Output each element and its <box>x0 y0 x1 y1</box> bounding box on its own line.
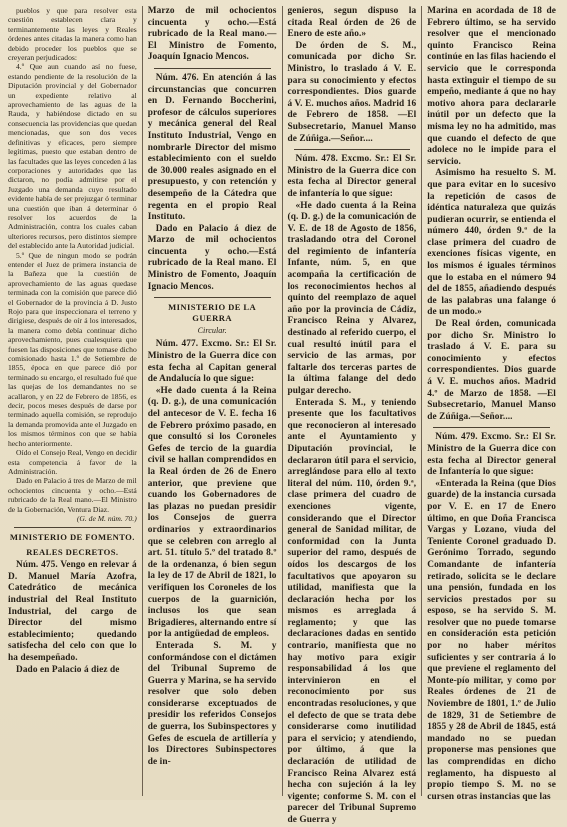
section-divider <box>154 297 271 298</box>
section-heading: MINISTERIO DE FOMENTO. <box>9 532 135 543</box>
section-divider <box>433 427 550 428</box>
paragraph: Enterada S. M., y teniendo presente que los facultativos que reconocieron al interesado ante el Ayuntamiento y Diputación provincial, le declararon útil para el servicio, arreglándose para ello al texto literal del núm. 110, órden 9.ª, clase primera del cuadro de exenciones vigente, considerando que el Director general de Sanidad militar, de conformidad con la Junta superior del ramo, después de oídos los descargos de los facultativos que apoyaron su utilidad, manifiesta que la declaración hecha por los mismos es arreglada á reglamento; y que las declaraciones dadas en sentido contrario, manifiesta que no hay motivo para exigir responsabilidad á los que intervinieron en el reconocimiento por sus encontradas resoluciones, y que el defecto de que se trata debe considerarse como inutilidad para el servicio; y atendiendo, por último, á que la declaración de utilidad de Francisco Reina Alvarez está hecha con sujeción á la ley vigente; conforme S. M. con el parecer del Tribunal Supremo de Guerra y <box>287 397 417 825</box>
section-heading: REALES DECRETOS. <box>26 546 119 557</box>
paragraph: Marzo de mil ochocientos cincuenta y ocho.—Está rubricado de la Real mano.—El Ministro de Fomento, Joaquín Ignacio Mencos. <box>147 6 277 63</box>
section-heading: MINISTERIO DE LA GUERRA <box>168 302 257 323</box>
text-column-3 <box>282 6 422 825</box>
text-column-4 <box>421 6 561 802</box>
paragraph: Núm. 475. Vengo en relevar á D. Manuel María Azofra, Catedrático de mecánica industrial del Real Instituto Industrial, del cargo de Director del mismo establecimiento; quedando satisfecha del celo con que lo ha desempeñado. <box>8 560 137 663</box>
paragraph: 5.º Que de ningun modo se podrán entender el Juez de primera instancia de la Bañeza que la cuestión de aprovechamiento de las aguas quedase terminada con la comisión que parece dió el Gobernador de la provincia á D. Justo Rojo para que inspeccionara el terreno y dirigiese, después de oír á los interesados, la manera como debía continuar dicho aprovechamiento, pues cualesquiera que fuesen las disposiciones que tomase dicho comisionado hasta 1.º de Setiembre de 1855, época en que parece dió por terminado su encargo, el resultado fué que las quejas de los demandantes no se acallaron, y en 22 de Febrero de 1856, es decir, pocos meses después de darse por terminado aquella comisión, se reprodujo la demanda promovida ante el Juzgado en los mismos términos con que se había hecho anteriormente. <box>8 250 137 448</box>
paragraph: Dado en Palacio á tres de Marzo de mil ochocientos cincuenta y ocho.—Está rubricado de la Real mano.—El Ministro de la Gobernación, Ventura Diaz. <box>8 476 137 514</box>
paragraph: 4.º Que aun cuando así no fuese, estando pendiente de la resolución de la Diputación provincial y del Gobernador un expediente relativo al aprovechamiento de las aguas de la Rauda, y habiéndose dictado en su consecuencia las providencias que quedan mencionadas, que son dos veces definitivas y eficaces, pero siempre legítimas, puesto que estaban dentro de las facultades que las leyes conceden á las corporaciones y autoridades que las dictaron, no podía admitirse por el Juzgado una demanda cuyo resultado evidente había de ser prejuzgar ó terminar una cuestión que iban á determinar ó resolver los acuerdos de la Administración, contra los cuales caban ulteriores recursos, pero distintos siempre del establecido ante la Autoridad judicial. <box>8 62 137 251</box>
paragraph: De Real órden, comunicada por dicho Sr. Ministro lo traslado á V. E. para su conocimiento y efectos correspondientes. Dios guarde á V. E. muchos años. Madrid 4.º de Marzo de 1858. —El Subsecretario, Manuel Manso de Zúñiga.—Señor.... <box>427 319 556 422</box>
source-citation: (G. de M. núm. 70.) <box>76 513 137 523</box>
paragraph: Dado en Palacio á diez de <box>16 664 120 675</box>
section-divider <box>294 149 411 150</box>
paragraph: Núm. 476. En atención á las circunstancias que concurren en D. Fernando Boccherini, profesor de cálculos superiores y mecánica general del Real Instituto Industrial, Vengo en nombrarle Director del mismo establecimiento con el sueldo de 30.000 reales asignado en el presupuesto, y con retención y desempeño de la Cátedra que regenta en el propio Real Instituto. <box>147 72 277 223</box>
paragraph: Dado en Palacio á diez de Marzo de mil ochocientos cincuenta y ocho.—Está rubricado de la Real mano. El Ministro de Fomento, Joaquín Ignacio Mencos. <box>147 223 277 292</box>
paragraph: «He dado cuenta á la Reina (q. D. g.) de la comunicación de V. E. de 18 de Agosto de 1856, trasladando otra del Coronel del regimiento de infantería Infante, núm. 5, en que acompaña la certificación de los reconocimientos hechos al quinto del reemplazo de aquel año por la provincia de Cádiz, Francisco Reina y Alvarez, destinado al referido cuerpo, el cual resultó inútil para el servicio de las armas, por faltarle dos terceras partes de la última falange del dedo pulgar derecho. <box>287 200 417 396</box>
paragraph: Marina en acordada de 18 de Febrero último, se ha servido resolver que el mencionado quinto Francisco Reina continúe en las filas haciendo el servicio que le corresponda hasta extinguir el tiempo de su empeño, mediante á que no hay motivo ahora para declararle inútil por un defecto que la misma ley no ha admitido, mas que cuando el defecto de que adolece no le impide para el servicio. <box>427 6 556 167</box>
paragraph: «Enterada la Reina (que Dios guarde) de la instancia cursada por V. E. en 17 de Enero último, en que Doña Francisca Vargas y Lozano, viuda del Teniente Coronel graduado D. Gerónimo Torrado, segundo Comandante de infantería retirado, solicita se le declare una pensión, fundada en los servicios prestados por su esposo, se ha servido S. M. resolver que no puede tomarse en consideración esta petición por no haber méritos suficientes y ser contraria á lo que previene el reglamento del Monte-pío militar, y como por Reales órdenes de 21 de Noviembre de 1801, 1.º de Julio de 1829, 31 de Setiembre de 1855 y 28 de Abril de 1845, está mandado no se puedan proponerse mas pensiones que las comprendidas en dicho reglamento, ha dispuesto al propio tiempo S. M. no se cursen otras instancias que las <box>427 478 556 802</box>
section-divider <box>154 68 271 69</box>
paragraph: Enterada S. M. y conformándose con el dictámen del Tribunal Supremo de Guerra y Marina, se ha servido resolver que solo deben considerarse exceptuados de presidir los referidos Consejos de guerra, los Subinspectores y Gefes de escuela de artillería y los Directores Subinspectores de in- <box>147 640 277 767</box>
paragraph: Oído el Consejo Real, Vengo en decidir esta competencia á favor de la Administración. <box>8 448 137 476</box>
text-column-2 <box>142 6 282 796</box>
paragraph: pueblos y que para resolver esta cuestión establecen clara y terminantemente las leyes y Reales órdenes antes citadas la manera como han debido proceder los pueblos que se creyeran perjudicados: <box>8 6 137 63</box>
paragraph: «He dado cuenta á la Reina (q. D. g.), de una comunicación del antecesor de V. E. fecha 16 de Febrero próximo pasado, en que consultó si los Coroneles Gefes de tercio de la guardia civil se hallan comprendidos en la Real órden de 26 de Enero anterior, que previene que cuando los Gobernadores de las plazas no puedan presidir los Consejos de guerra ordinarios y extraordinarios que se celebren con arreglo al art. 51. título 5.º del tratado 8.º de la ordenanza, ó bien segun la ley de 17 de Abril de 1821, lo verifiquen los Coroneles de los cuerpos de la guarnición, inclusos los que sean Brigadieres, alternando entre sí por la antigüedad de empleos. <box>147 385 277 640</box>
section-subheading: Circular. <box>197 326 227 336</box>
paragraph: Asimismo ha resuelto S. M. que para evitar en lo sucesivo la repetición de casos de idéntica naturaleza que quizás pudieran ocurrir, se entienda el número 440, órden 9.ª de la clase primera del cuadro de exenciones físicas vigente, en los mismos é iguales términos que lo estaba en el número 94 del de 1855, añadiendo después de las palabras una falange ó de un modo.» <box>427 168 556 318</box>
paragraph: genieros, segun dispuso la citada Real órden de 26 de Enero de este año.» <box>287 6 417 40</box>
paragraph: Núm. 479. Excmo. Sr.: El Sr. Ministro de la Guerra dice con esta fecha al Director general de Infantería lo que sigue: <box>427 432 556 478</box>
paragraph: Núm. 477. Excmo. Sr.: El Sr. Ministro de la Guerra dice con esta fecha al Capitan general de Andalucía lo que sigue: <box>147 339 277 385</box>
section-divider <box>14 527 131 528</box>
paragraph: Núm. 478. Excmo. Sr.: El Sr. Ministro de la Guerra dice con esta fecha al Director general de infantería lo que sigue: <box>287 154 417 199</box>
text-column-1 <box>6 6 142 796</box>
paragraph: De órden de S. M., comunicada por dicho Sr. Ministro, lo traslado á V. E. para su conocimiento y efectos correspondientes. Dios guarde á V. E. muchos años. Madrid 16 de Febrero de 1858. —El Subsecretario, Manuel Manso de Zúñiga.—Señor.... <box>287 40 417 144</box>
